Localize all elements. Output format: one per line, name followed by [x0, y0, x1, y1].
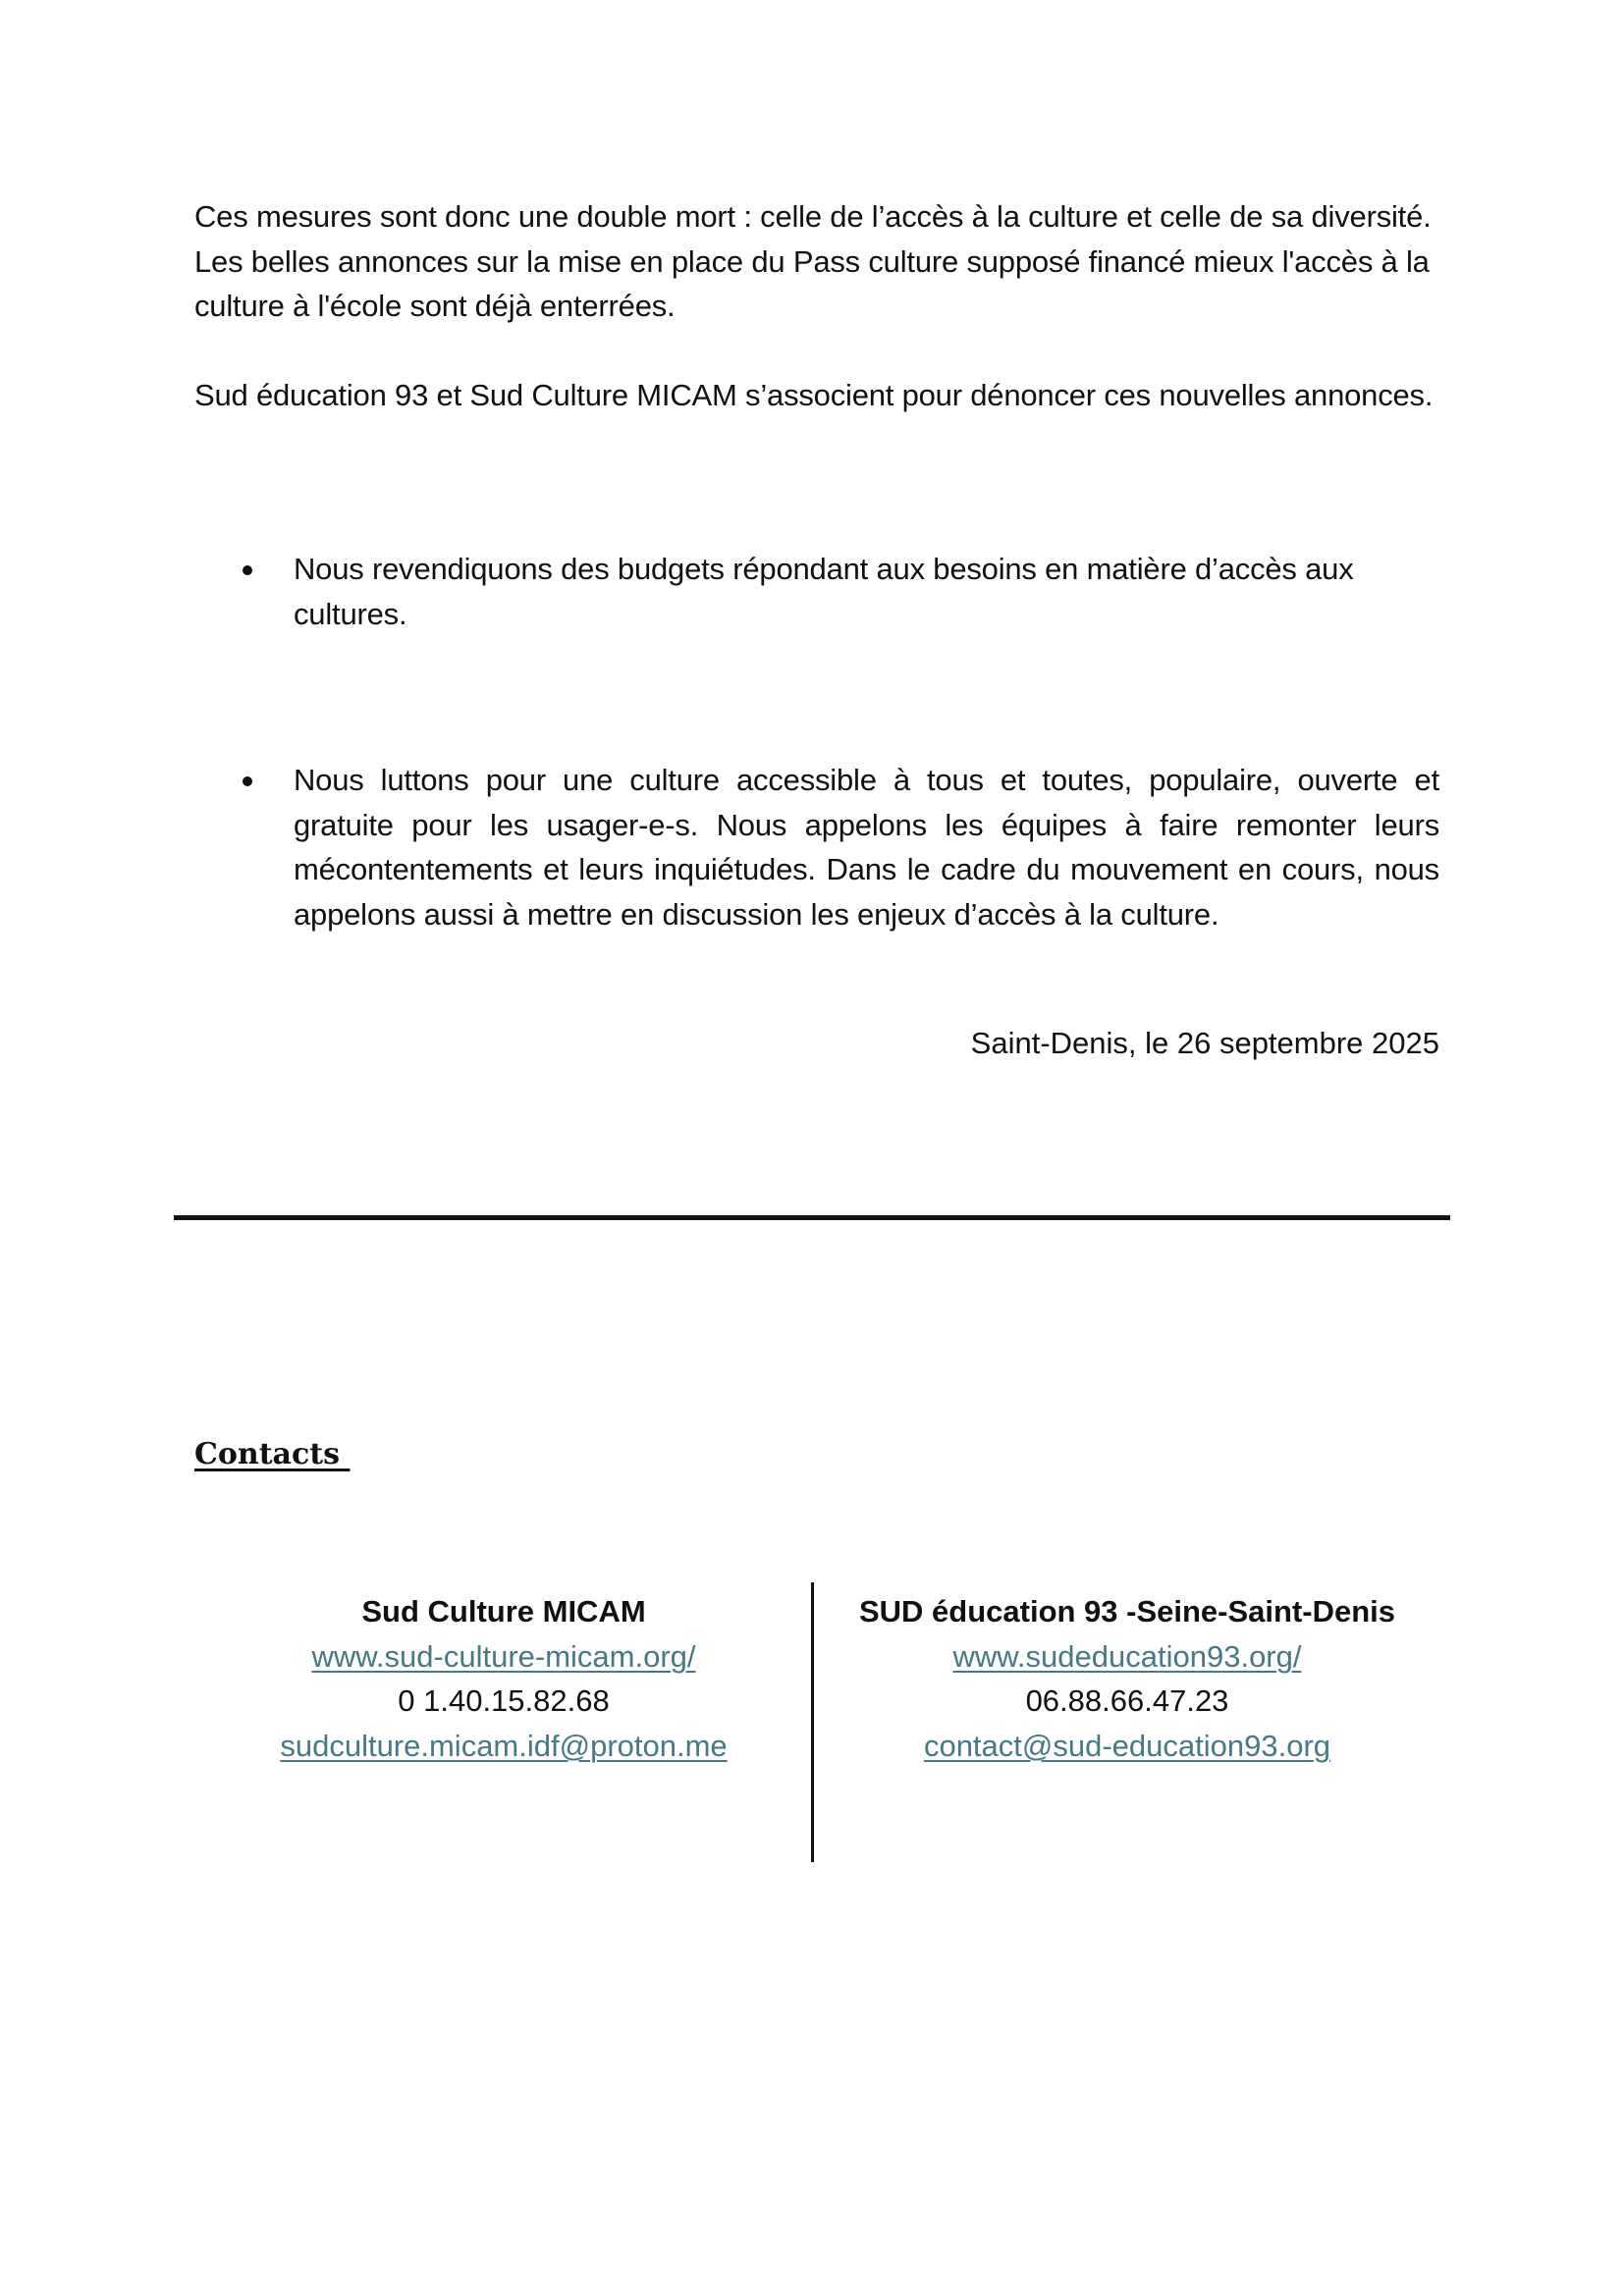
organization-name: SUD éducation 93 -Seine-Saint-Denis [858, 1594, 1396, 1629]
contact-card-sud-culture [209, 1589, 798, 1768]
contact-card-sud-education [852, 1589, 1402, 1768]
contacts-heading: Contacts [194, 1437, 351, 1471]
organization-name: Sud Culture MICAM [361, 1594, 646, 1629]
phone-number: 0 1.40.15.82.68 [398, 1683, 610, 1718]
bullet-text: Nous luttons pour une culture accessible à tous et toutes, populaire, ouverte et gratuite pour les usager-e-s. Nous appelons les équipes à faire remonter leurs mécontentements et leurs inquiétudes. Dans le cadre du mouvement en cours, nous appelons aussi à mettre en discussion les enjeux d’accès à la culture. [294, 763, 1439, 932]
place-date: Saint-Denis, le 26 septembre 2025 [970, 1026, 1439, 1060]
list-item [194, 547, 1439, 636]
bullet-text: Nous revendiquons des budgets répondant aux besoins en matière d’accès aux cultures. [294, 552, 1354, 631]
bullet-icon [243, 776, 252, 786]
bullet-list-budgets [194, 547, 1439, 636]
paragraph-double-mort: Ces mesures sont donc une double mort : celle de l’accès à la culture et celle de sa diversité. Les belles annonces sur la mise en place du Pass culture supposé financé mieux l'accès à la culture à l'école sont déjà enterrées. [194, 199, 1432, 323]
email-link[interactable]: sudculture.micam.idf@proton.me [280, 1728, 728, 1763]
bullet-list-luttes [194, 758, 1439, 936]
vertical-divider [811, 1582, 814, 1862]
bullet-icon [243, 565, 252, 575]
list-item [194, 758, 1439, 936]
website-link[interactable]: www.sudeducation93.org/ [952, 1638, 1302, 1674]
paragraph-association: Sud éducation 93 et Sud Culture MICAM s’associent pour dénoncer ces nouvelles annonces. [194, 378, 1434, 412]
horizontal-divider [174, 1215, 1450, 1220]
phone-number: 06.88.66.47.23 [1025, 1683, 1229, 1718]
website-link[interactable]: www.sud-culture-micam.org/ [311, 1638, 696, 1674]
email-link[interactable]: contact@sud-education93.org [923, 1728, 1331, 1763]
